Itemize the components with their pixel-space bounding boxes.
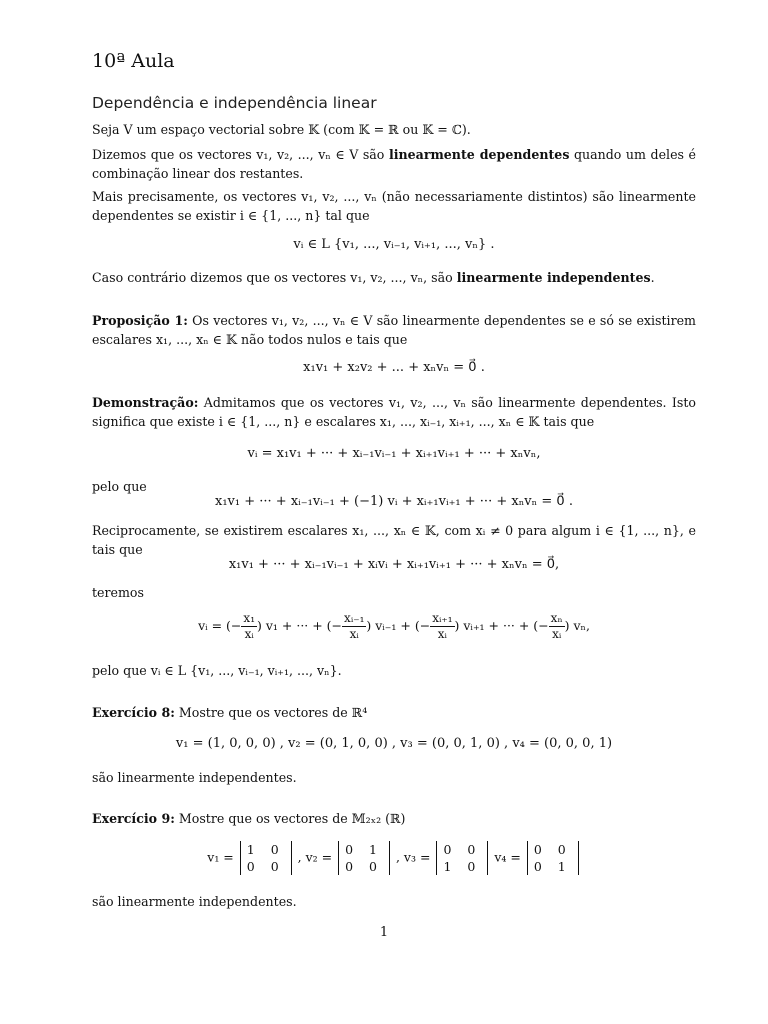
proposition-label: Proposição 1: <box>92 313 188 328</box>
exercise-8: Exercício 8: Mostre que os vectores de ℝ⁴ <box>92 705 368 720</box>
equation-r4-vectors: v₁ = (1, 0, 0, 0) , v₂ = (0, 1, 0, 0) , v₃ = (0, 0, 1, 0) , v₄ = (0, 0, 0, 1) <box>175 736 613 751</box>
page-title: 10ª Aula <box>92 50 175 72</box>
exercise-9-end: são linearmente independentes. <box>92 894 297 909</box>
equation-span: vᵢ ∈ L {v₁, ..., vᵢ₋₁, vᵢ₊₁, ..., vₙ} . <box>293 237 495 252</box>
matrix-v2: 0 1 0 0 <box>338 841 390 875</box>
demonstration-label: Demonstração: <box>92 395 199 410</box>
fraction-x1-xi: $\frac{\text{x₁}}{\text{xᵢ}}$ <box>243 611 255 641</box>
equation-vi-combination: vᵢ = x₁v₁ + ··· + xᵢ₋₁vᵢ₋₁ + xᵢ₊₁vᵢ₊₁ + ··· + xₙvₙ, <box>247 446 541 461</box>
page-number: 1 <box>379 925 389 940</box>
matrix-v3: 0 0 1 0 <box>436 841 488 875</box>
term-independent: linearmente independentes <box>456 270 651 285</box>
proposition-1: Proposição 1: Os vectores v₁, v₂, ..., vₙ ∈ V são linearmente dependentes se e só se existirem escalares x₁, ..., xₙ ∈ 𝕂 não todos nulos e tais que <box>92 313 696 347</box>
text-pelo-que: pelo que <box>92 479 147 494</box>
paragraph-independence-definition: Caso contrário dizemos que os vectores v₁, v₂, ..., vₙ, são linearmente independentes. <box>92 270 655 285</box>
equation-matrices: v₁ = 1 0 0 0 , v₂ = 0 1 0 0 , v₃ = 0 0 1 0 v₄ = 0 0 0 1 <box>92 841 696 875</box>
paragraph-precise-definition: Mais precisamente, os vectores v₁, v₂, ..., vₙ (não necessariamente distintos) são linearmente dependentes se existir i ∈ {1, ..., n} tal que <box>92 189 696 223</box>
equation-linear-combination: x₁v₁ + x₂v₂ + ... + xₙvₙ = 0⃗ . <box>303 360 485 375</box>
exercise-9: Exercício 9: Mostre que os vectores de 𝕄₂ₓ₂ (ℝ) <box>92 811 406 826</box>
exercise-8-end: são linearmente independentes. <box>92 770 297 785</box>
paragraph-space-definition: Seja V um espaço vectorial sobre 𝕂 (com 𝕂 = ℝ ou 𝕂 = ℂ). <box>92 122 471 137</box>
section-heading: Dependência e independência linear <box>92 94 377 112</box>
text-teremos: teremos <box>92 585 144 600</box>
text-conclusion: pelo que vᵢ ∈ L {v₁, ..., vᵢ₋₁, vᵢ₊₁, ..., vₙ}. <box>92 663 342 678</box>
equation-zero-combination: x₁v₁ + ··· + xᵢ₋₁vᵢ₋₁ + (−1) vᵢ + xᵢ₊₁vᵢ₊₁ + ··· + xₙvₙ = 0⃗ . <box>215 494 573 509</box>
demonstration: Demonstração: Admitamos que os vectores v₁, v₂, ..., vₙ são linearmente dependentes. Isto significa que existe i ∈ {1, ..., n} e escalares x₁, ..., xᵢ₋₁, xᵢ₊₁, ..., xₙ ∈ 𝕂 tais que <box>92 395 696 429</box>
equation-fractions: vᵢ = (− $\frac{\text{x₁}}{\text{xᵢ}}$ ) v₁ + ··· + (− $\frac{\text{xᵢ₋₁}}{\text{xᵢ}}$ ) vᵢ₋₁ + (− $\frac{\text{xᵢ₊₁}}{\text{xᵢ}}$ ) vᵢ₊₁ + ··· + (− $\frac{\text{xₙ}}{\text{xᵢ}}$ ) vₙ, <box>198 611 590 641</box>
fraction-xip1-xi: $\frac{\text{xᵢ₊₁}}{\text{xᵢ}}$ <box>432 611 453 641</box>
exercise-9-label: Exercício 9: <box>92 811 175 826</box>
matrix-v1: 1 0 0 0 <box>240 841 292 875</box>
equation-reciprocal: x₁v₁ + ··· + xᵢ₋₁vᵢ₋₁ + xᵢvᵢ + xᵢ₊₁vᵢ₊₁ + ··· + xₙvₙ = 0⃗, <box>228 557 560 572</box>
paragraph-dependence-definition: Dizemos que os vectores v₁, v₂, ..., vₙ ∈ V são linearmente dependentes quando um deles é combinação linear dos restantes. <box>92 147 696 181</box>
term-dependent: linearmente dependentes <box>388 147 570 162</box>
matrix-v4: 0 0 0 1 <box>527 841 579 875</box>
paragraph-reciprocally: Reciprocamente, se existirem escalares x₁, ..., xₙ ∈ 𝕂, com xᵢ ≠ 0 para algum i ∈ {1, ..., n}, e tais que <box>92 523 696 557</box>
exercise-8-label: Exercício 8: <box>92 705 175 720</box>
fraction-xn-xi: $\frac{\text{xₙ}}{\text{xᵢ}}$ <box>550 611 563 641</box>
fraction-xim1-xi: $\frac{\text{xᵢ₋₁}}{\text{xᵢ}}$ <box>344 611 365 641</box>
